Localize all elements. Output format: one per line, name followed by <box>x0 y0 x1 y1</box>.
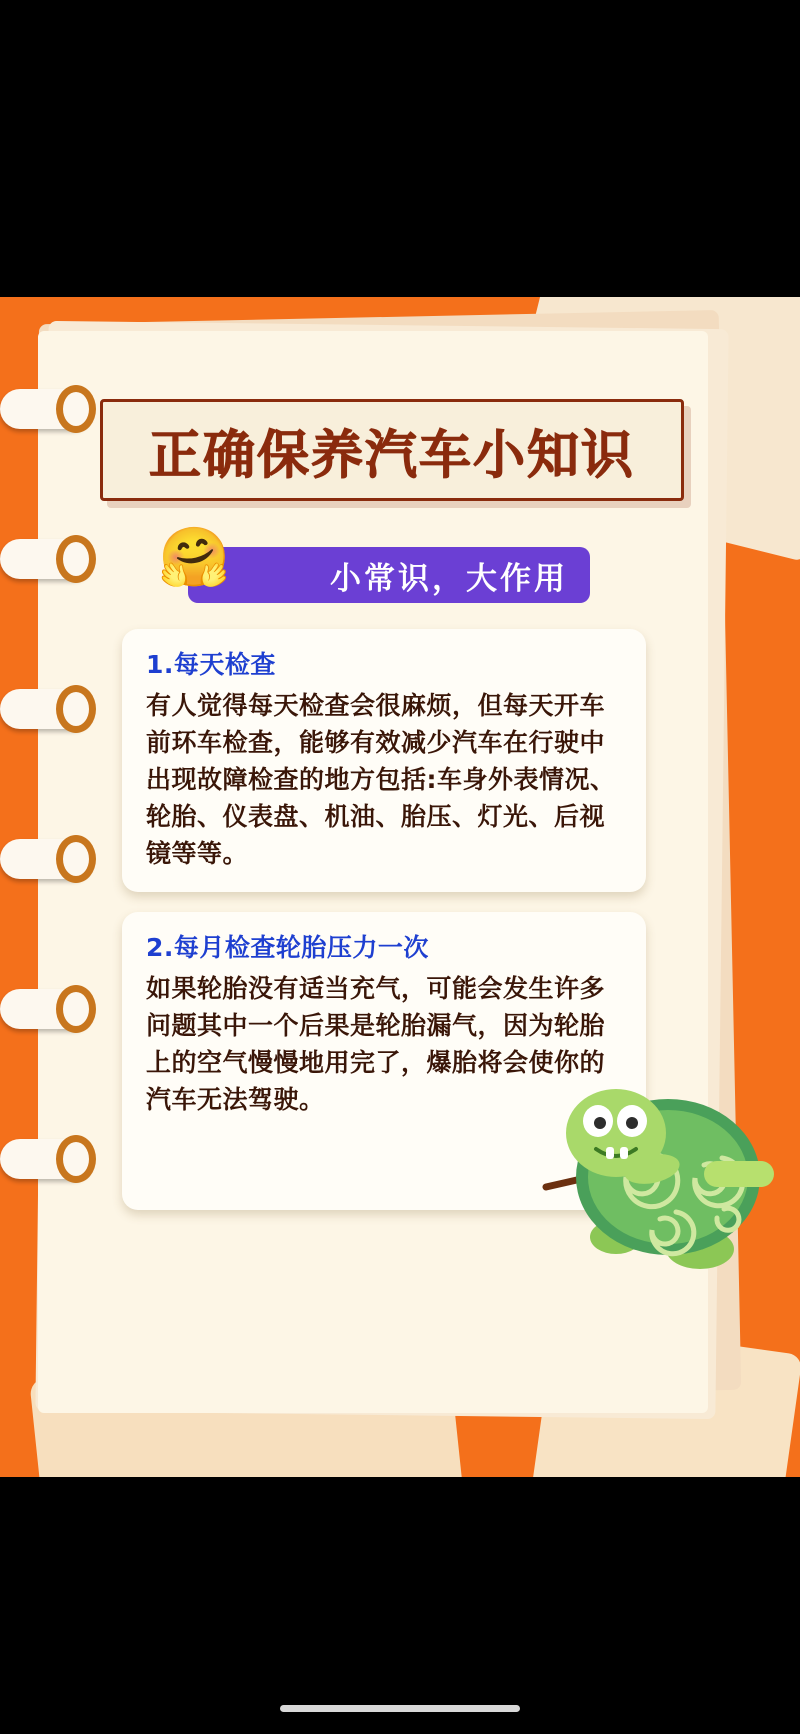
poster-title-banner <box>100 399 684 501</box>
section-body: 有人觉得每天检查会很麻烦，但每天开车前环车检查，能够有效减少汽车在行驶中出现故障检查的地方包括:车身外表情况、轮胎、仪表盘、机油、胎压、灯光、后视镜等等。 <box>146 691 616 868</box>
section-card-1 <box>122 629 646 892</box>
binder-ring-icon <box>0 989 92 1029</box>
face-with-thumbs-up-emoji: 🤗 <box>158 525 231 590</box>
section-body: 如果轮胎没有适当充气，可能会发生许多问题其中一个后果是轮胎漏气，因为轮胎上的空气慢慢地用完了，爆胎将会使你的汽车无法驾驶。 <box>146 974 606 1114</box>
subtitle-pill <box>188 547 590 603</box>
subtitle-row <box>158 525 590 613</box>
binder-ring-icon <box>0 389 92 429</box>
binder-ring-icon <box>0 1139 92 1179</box>
turtle-mascot-illustration <box>528 1037 788 1277</box>
poster-card <box>0 297 800 1477</box>
section-heading: 1.每天检查 <box>146 650 276 679</box>
home-indicator[interactable] <box>280 1705 520 1712</box>
binder-ring-icon <box>0 539 92 579</box>
binder-ring-icon <box>0 839 92 879</box>
page-title: 正确保养汽车小知识 <box>148 425 635 486</box>
subtitle-text: 小常识，大作用 <box>330 560 568 597</box>
binder-rings <box>0 389 110 1219</box>
section-heading: 2.每月检查轮胎压力一次 <box>146 933 429 962</box>
binder-ring-icon <box>0 689 92 729</box>
